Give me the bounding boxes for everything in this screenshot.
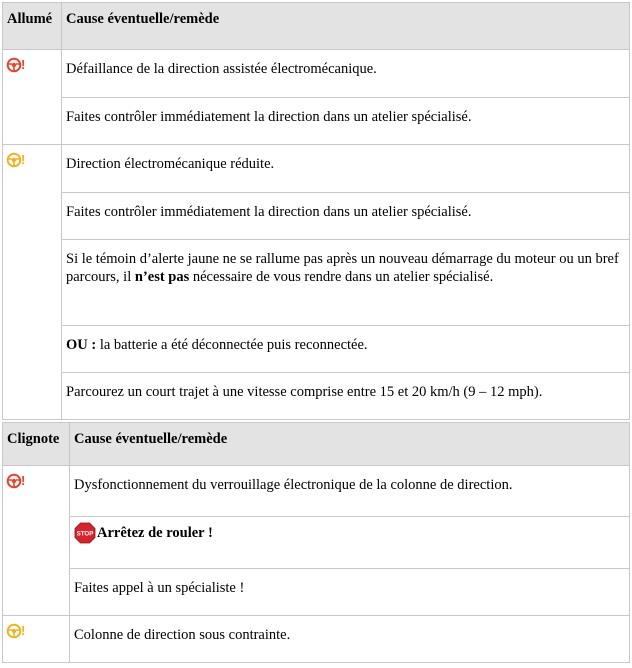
- table-row: [3, 373, 630, 420]
- header-cause-cell: [62, 3, 630, 50]
- yellow-steering-indicator: [3, 616, 69, 639]
- header-cause: Cause éventuelle/remède: [66, 11, 220, 27]
- table-row: [3, 240, 630, 326]
- steering-wheel-warning-icon: [6, 473, 22, 489]
- note-emphasis: n’est pas: [134, 269, 190, 285]
- steering-wheel-warning-icon: [6, 152, 22, 168]
- remedy-cell: [62, 193, 630, 240]
- exclamation-mark-icon: !: [21, 623, 26, 639]
- remedy-cell: [62, 98, 630, 145]
- exclamation-mark-icon: !: [21, 473, 26, 489]
- exclamation-mark-icon: !: [21, 152, 26, 168]
- cause-cell: [62, 145, 630, 193]
- note-text: Si le témoin d’alerte jaune ne se rallume pas après un nouveau démarrage du moteur ou un bref parcours, il n’est pas nécessaire de vous rendre dans un atelier spécialisé.: [66, 251, 619, 285]
- table-header-row: [3, 423, 630, 466]
- cause-cell: [70, 616, 630, 663]
- cause-cell: [62, 50, 630, 98]
- red-steering-indicator: [3, 50, 61, 73]
- header-status: Clignote: [7, 431, 60, 447]
- table-row: [3, 193, 630, 240]
- indicator-cell-yellow: [3, 145, 62, 420]
- remedy-text: Parcourez un court trajet à une vitesse comprise entre 15 et 20 km/h (9 – 12 mph).: [66, 384, 543, 400]
- header-status-cell: [3, 423, 70, 466]
- indicator-cell-red: [3, 50, 62, 145]
- table-row: [3, 569, 630, 616]
- table-clignote: [2, 422, 630, 663]
- table-row: [3, 466, 630, 517]
- indicator-cell-red: [3, 466, 70, 616]
- remedy-text: Faites appel à un spécialiste !: [74, 580, 245, 596]
- cause-text: Colonne de direction sous contrainte.: [74, 627, 291, 643]
- stop-cell: [70, 517, 630, 569]
- header-cause-cell: [70, 423, 630, 466]
- table-row: [3, 145, 630, 193]
- cause-text: Dysfonctionnement du verrouillage électronique de la colonne de direction.: [74, 477, 513, 493]
- remedy-cell: [62, 373, 630, 420]
- table-allume: [2, 2, 630, 420]
- exclamation-mark-icon: !: [21, 57, 26, 73]
- table-row: [3, 517, 630, 569]
- or-label: OU :: [66, 337, 97, 353]
- note-cell: [62, 240, 630, 326]
- alt-cause-cell: [62, 326, 630, 373]
- header-status-cell: [3, 3, 62, 50]
- cause-text: Défaillance de la direction assistée électromécanique.: [66, 61, 377, 77]
- table-row: [3, 50, 630, 98]
- remedy-cell: [70, 569, 630, 616]
- table-header-row: [3, 3, 630, 50]
- indicator-cell-yellow: [3, 616, 70, 663]
- alt-cause-text: OU : la batterie a été déconnectée puis reconnectée.: [66, 337, 368, 353]
- stop-warning: [70, 517, 629, 548]
- header-cause: Cause éventuelle/remède: [74, 431, 228, 447]
- stop-sign-label: STOP: [76, 530, 94, 538]
- red-steering-indicator: [3, 466, 69, 489]
- table-row: [3, 616, 630, 663]
- steering-wheel-warning-icon: [6, 623, 22, 639]
- stop-text: Arrêtez de rouler !: [97, 525, 213, 541]
- remedy-text: Faites contrôler immédiatement la direction dans un atelier spécialisé.: [66, 204, 472, 220]
- table-row: [3, 326, 630, 373]
- header-status: Allumé: [7, 11, 53, 27]
- steering-wheel-warning-icon: [6, 57, 22, 73]
- cause-text: Direction électromécanique réduite.: [66, 156, 275, 172]
- stop-sign-icon: [74, 522, 96, 544]
- cause-cell: [70, 466, 630, 517]
- table-row: [3, 98, 630, 145]
- remedy-text: Faites contrôler immédiatement la direction dans un atelier spécialisé.: [66, 109, 472, 125]
- yellow-steering-indicator: [3, 145, 61, 168]
